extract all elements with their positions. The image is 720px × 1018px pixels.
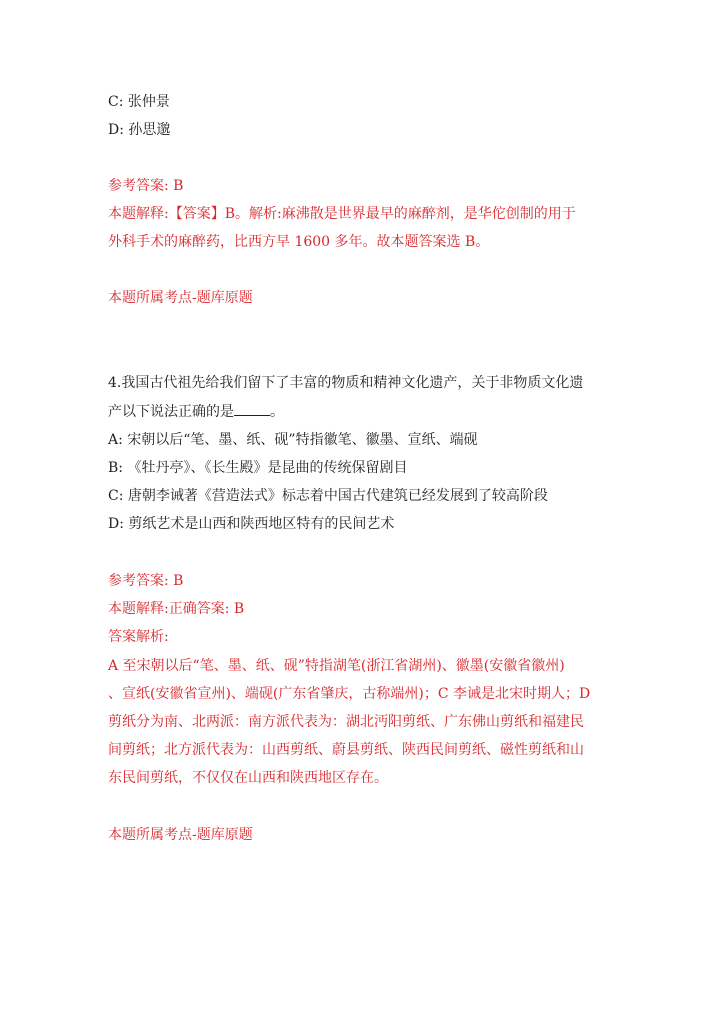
q4-stem-prefix: 产以下说法正确的是 <box>108 404 234 420</box>
prev-option-c: C: 张仲景 <box>108 94 170 110</box>
q4-stem-suffix: 。 <box>270 404 284 420</box>
q4-option-b: B: 《牡丹亭》、《长生殿》是昆曲的传统保留剧目 <box>108 460 408 476</box>
q4-analysis-line-1: A 至宋朝以后“笔、墨、纸、砚”特指湖笔(浙江省湖州)、徽墨(安徽省徽州) <box>108 658 565 674</box>
q4-explanation-label: 本题解释:正确答案: B <box>108 601 245 617</box>
prev-explanation-line-1: 本题解释:【答案】B。解析:麻沸散是世界最早的麻醉剂，是华佗创制的用于 <box>108 206 576 222</box>
q4-source: 本题所属考点-题库原题 <box>108 827 253 843</box>
q4-stem-line-2 <box>108 401 284 422</box>
q4-option-a: A: 宋朝以后“笔、墨、纸、砚”特指徽笔、徽墨、宣纸、端砚 <box>108 432 478 448</box>
q4-analysis-line-4: 间剪纸；北方派代表为：山西剪纸、蔚县剪纸、陕西民间剪纸、磁性剪纸和山 <box>108 742 584 758</box>
q4-analysis-label: 答案解析: <box>108 629 169 645</box>
q4-analysis-line-3: 剪纸分为南、北两派：南方派代表为：湖北沔阳剪纸、广东佛山剪纸和福建民 <box>108 714 584 730</box>
prev-source: 本题所属考点-题库原题 <box>108 290 253 306</box>
answer-blank <box>234 401 270 416</box>
prev-answer: 参考答案: B <box>108 178 184 194</box>
q4-option-d: D: 剪纸艺术是山西和陕西地区特有的民间艺术 <box>108 516 395 532</box>
prev-explanation-line-2: 外科手术的麻醉药，比西方早 1600 多年。故本题答案选 B。 <box>108 234 490 250</box>
q4-option-c: C: 唐朝李诫著《营造法式》标志着中国古代建筑已经发展到了较高阶段 <box>108 488 548 504</box>
q4-analysis-line-2: 、宣纸(安徽省宣州)、端砚(广东省肇庆，古称端州)；C 李诫是北宋时期人；D <box>108 686 591 702</box>
q4-answer: 参考答案: B <box>108 573 184 589</box>
prev-option-d: D: 孙思邈 <box>108 122 171 138</box>
q4-stem-line-1: 4.我国古代祖先给我们留下了丰富的物质和精神文化遗产，关于非物质文化遗 <box>108 375 584 391</box>
q4-analysis-line-5: 东民间剪纸，不仅仅在山西和陕西地区存在。 <box>108 770 388 786</box>
